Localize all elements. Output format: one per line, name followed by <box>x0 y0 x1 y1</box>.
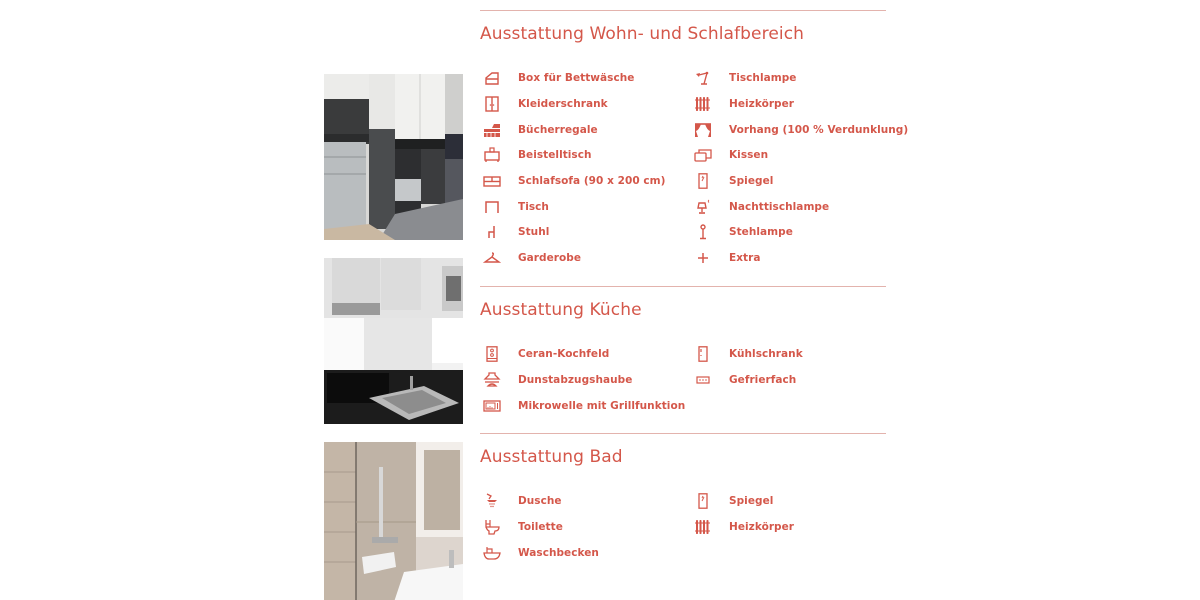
cooktop-icon <box>482 345 502 363</box>
radiator-icon <box>693 518 713 536</box>
section-title: Ausstattung Küche <box>480 300 642 320</box>
sofa-bed-icon <box>482 172 502 190</box>
list-item: Spiegel <box>693 491 773 511</box>
freezer-icon <box>693 371 713 389</box>
list-item: Schlafsofa (90 x 200 cm) <box>482 171 666 191</box>
mirror-icon <box>693 492 713 510</box>
list-item: Gefrierfach <box>693 370 796 390</box>
list-item: Stehlampe <box>693 222 793 242</box>
plus-icon <box>693 249 713 267</box>
section-kitchen <box>480 286 886 426</box>
list-item: Spiegel <box>693 171 773 191</box>
bookshelf-icon <box>482 121 502 139</box>
list-item: Bücherregale <box>482 120 598 140</box>
pillow-icon <box>693 146 713 164</box>
list-item: Kühlschrank <box>693 344 803 364</box>
microwave-icon <box>482 397 502 415</box>
list-item: Garderobe <box>482 248 581 268</box>
desk-lamp-icon <box>693 69 713 87</box>
list-item: Beistelltisch <box>482 145 592 165</box>
list-item: Toilette <box>482 517 563 537</box>
section-bathroom <box>480 433 886 573</box>
bed-box-icon <box>482 69 502 87</box>
section-title: Ausstattung Bad <box>480 447 623 467</box>
wardrobe-icon <box>482 95 502 113</box>
sink-icon <box>482 544 502 562</box>
list-item: Mikrowelle mit Grillfunktion <box>482 396 685 416</box>
radiator-icon <box>693 95 713 113</box>
photo-living-area <box>324 74 463 240</box>
side-table-icon <box>482 146 502 164</box>
list-item: Heizkörper <box>693 517 794 537</box>
list-item: Vorhang (100 % Verdunklung) <box>693 120 908 140</box>
list-item: Box für Bettwäsche <box>482 68 634 88</box>
list-item: Extra <box>693 248 760 268</box>
list-item: Waschbecken <box>482 543 599 563</box>
section-divider <box>480 433 886 434</box>
floor-lamp-icon <box>693 223 713 241</box>
mirror-icon <box>693 172 713 190</box>
list-item: Tischlampe <box>693 68 796 88</box>
list-item: Kissen <box>693 145 768 165</box>
section-living-sleeping <box>480 10 909 280</box>
section-title: Ausstattung Wohn- und Schlafbereich <box>480 24 805 44</box>
list-item: Tisch <box>482 197 549 217</box>
list-item: Ceran-Kochfeld <box>482 344 609 364</box>
extractor-hood-icon <box>482 371 502 389</box>
section-divider <box>480 286 886 287</box>
toilet-icon <box>482 518 502 536</box>
photo-bathroom <box>324 442 463 600</box>
list-item: Dusche <box>482 491 562 511</box>
curtain-icon <box>693 121 713 139</box>
photo-kitchen <box>324 258 463 424</box>
list-item: Stuhl <box>482 222 549 242</box>
shower-icon <box>482 492 502 510</box>
list-item: Nachttischlampe <box>693 197 829 217</box>
fridge-icon <box>693 345 713 363</box>
table-icon <box>482 198 502 216</box>
list-item: Kleiderschrank <box>482 94 608 114</box>
list-item: Dunstabzugshaube <box>482 370 632 390</box>
section-divider <box>480 10 886 11</box>
bedside-lamp-icon <box>693 198 713 216</box>
chair-icon <box>482 223 502 241</box>
hanger-icon <box>482 249 502 267</box>
list-item: Heizkörper <box>693 94 794 114</box>
